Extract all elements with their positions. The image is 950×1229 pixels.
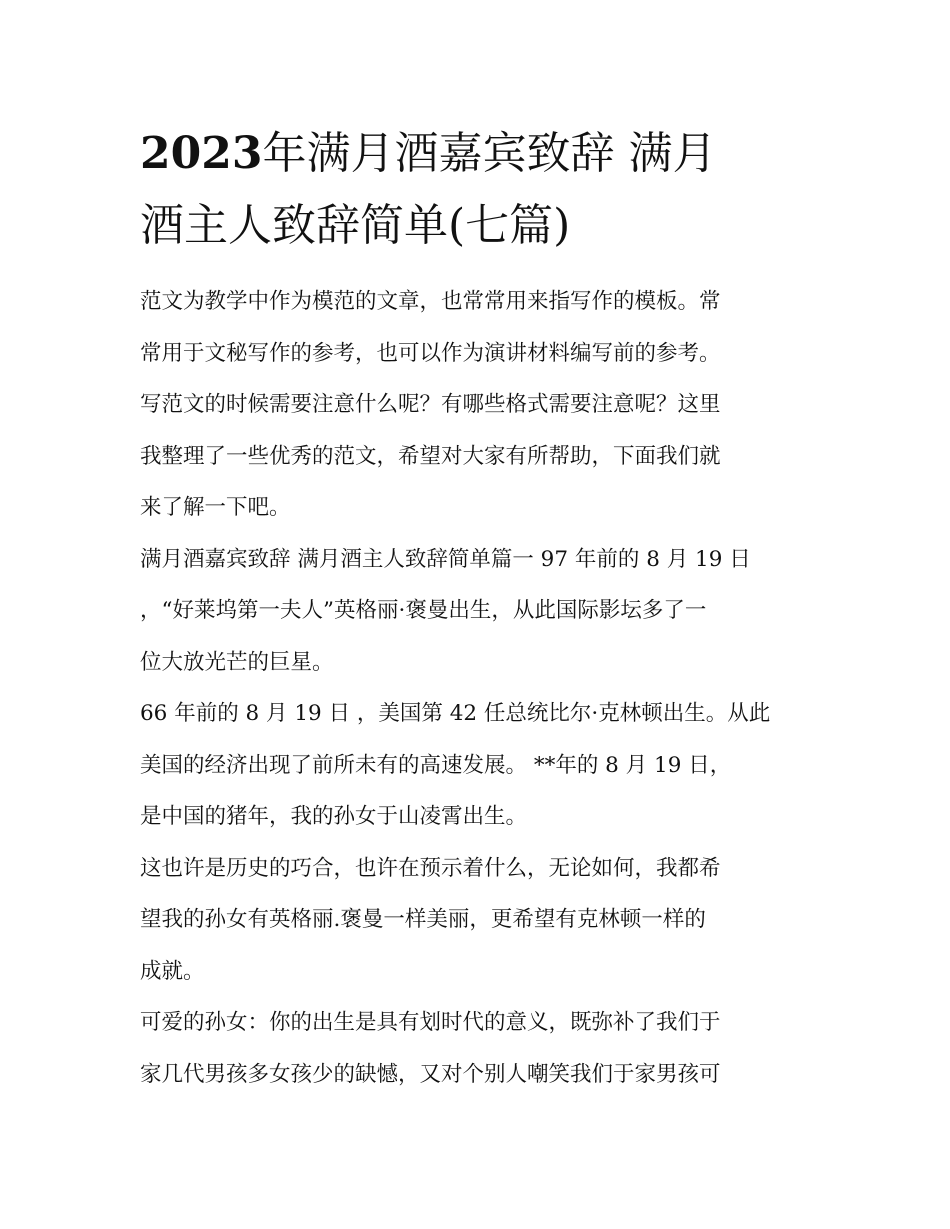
text-line: 成就。 xyxy=(140,958,205,984)
title-line-2: 酒主人致辞简单(七篇) xyxy=(140,200,571,251)
text-line: 位大放光芒的巨星。 xyxy=(140,649,334,675)
document-body xyxy=(140,118,820,1100)
text-line: 满月酒嘉宾致辞 满月酒主人致辞简单篇一 97 年前的 8 月 19 日 xyxy=(140,546,751,572)
paragraph-1 xyxy=(140,534,820,689)
text-line: 66 年前的 8 月 19 日 ，美国第 42 任总统比尔·克林顿出生。从此 xyxy=(140,701,771,726)
paragraph-2 xyxy=(140,688,820,843)
text-line: 我整理了一些优秀的范文，希望对大家有所帮助，下面我们就 xyxy=(140,443,721,469)
title-line-1-text: 年满月酒嘉宾致辞 满月 xyxy=(262,128,717,179)
text-line: 是中国的猪年，我的孙女于山凌霄出生。 xyxy=(140,804,528,829)
paragraph-3 xyxy=(140,843,820,998)
text-line: 这也许是历史的巧合，也许在预示着什么，无论如何，我都希 xyxy=(140,855,721,881)
document-title xyxy=(140,118,820,262)
text-line: 望我的孙女有英格丽.褒曼一样美丽，更希望有克林顿一样的 xyxy=(140,907,706,932)
paragraph-intro xyxy=(140,276,820,534)
text-line: 范文为教学中作为模范的文章，也常常用来指写作的模板。常 xyxy=(140,289,721,314)
title-line-1 xyxy=(140,118,820,190)
text-line: 美国的经济出现了前所未有的高速发展。 **年的 8 月 19 日， xyxy=(140,752,732,778)
text-line: 写范文的时候需要注意什么呢？有哪些格式需要注意呢？这里 xyxy=(140,392,721,417)
text-line: 常用于文秘写作的参考，也可以作为演讲材料编写前的参考。 xyxy=(140,340,721,366)
text-line: 家几代男孩多女孩少的缺憾，又对个别人嘲笑我们于家男孩可 xyxy=(140,1061,721,1087)
title-year: 2023 xyxy=(140,128,263,179)
text-line: 来了解一下吧。 xyxy=(140,495,291,520)
text-line: 可爱的孙女：你的出生是具有划时代的意义，既弥补了我们于 xyxy=(140,1010,721,1035)
text-line: ，“好莱坞第一夫人”英格丽·褒曼出生，从此国际影坛多了一 xyxy=(140,598,707,623)
paragraph-4 xyxy=(140,997,820,1100)
